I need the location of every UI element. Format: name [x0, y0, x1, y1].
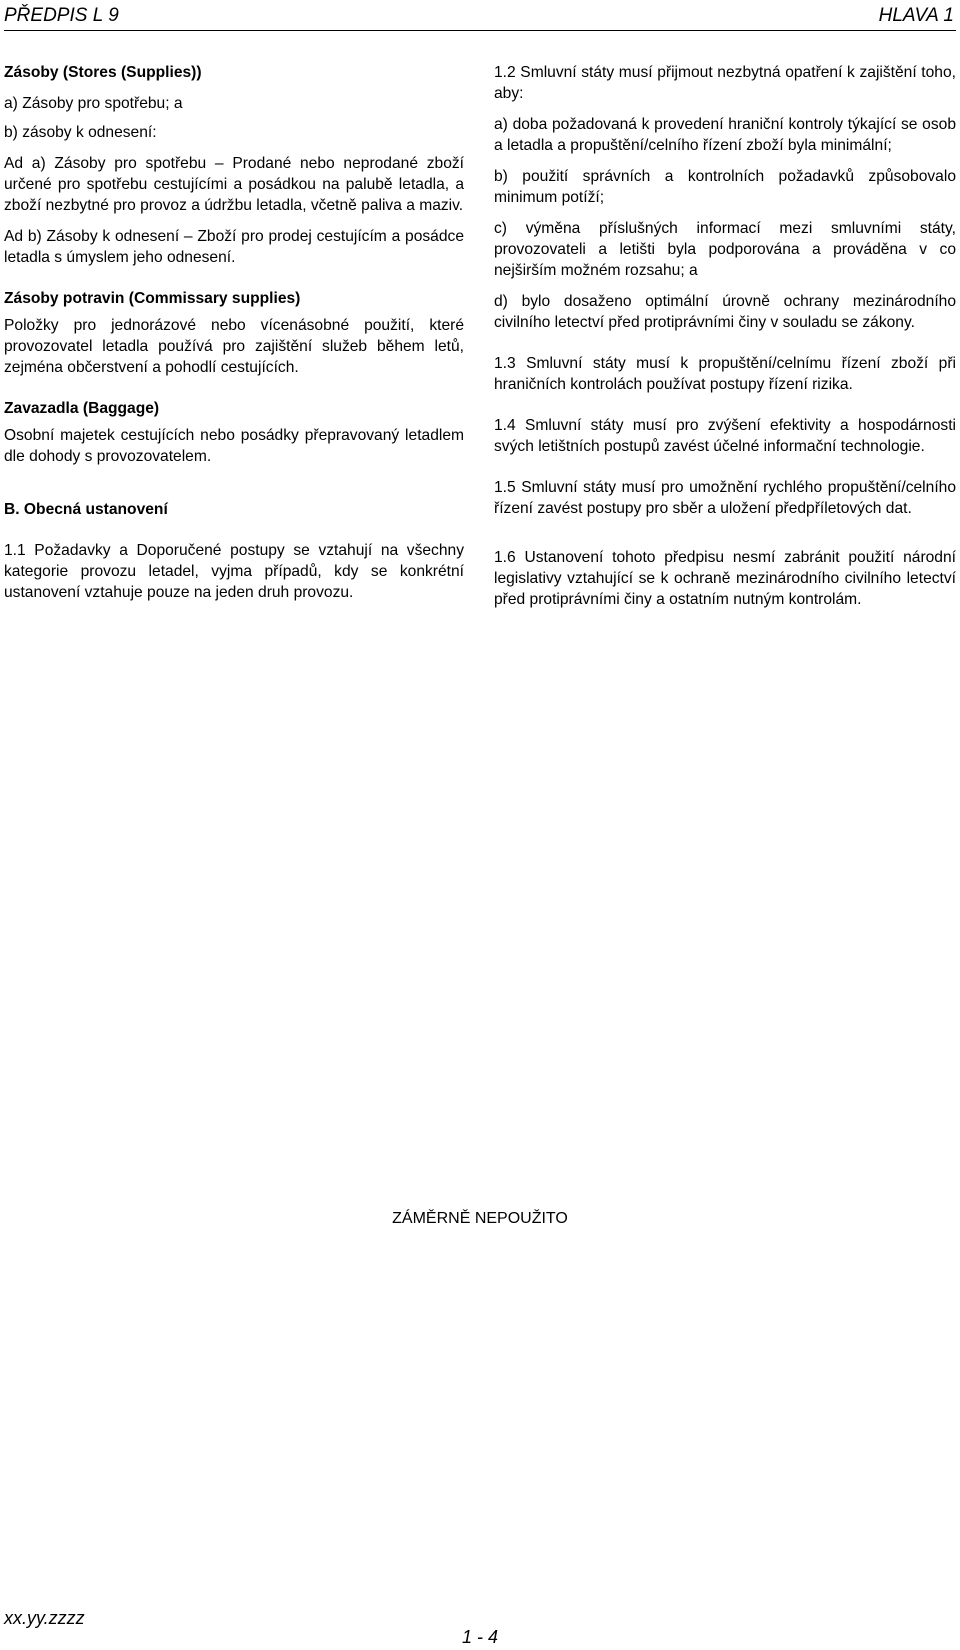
stores-item-a: a) Zásoby pro spotřebu; a	[4, 95, 183, 112]
paragraph-1-6: 1.6 Ustanovení tohoto předpisu nesmí zabránit použití národní legislativy vztahující se k ochraně mezinárodního civilního letectví před protiprávními činy a ostatním nutným kontrolám.	[494, 549, 956, 608]
paragraph-1-2-b: b) použití správních a kontrolních požadavků způsobovalo minimum potíží;	[494, 168, 956, 206]
paragraph-1-2-a: a) doba požadovaná k provedení hraniční kontroly týkající se osob a letadla a propuštění/celního řízení zboží byla minimální;	[494, 116, 956, 154]
paragraph-1-4: 1.4 Smluvní státy musí pro zvýšení efektivity a hospodárnosti svých letištních postupů zavést účelné informační technologie.	[494, 417, 956, 455]
footer-date: xx.yy.zzzz	[4, 1608, 85, 1628]
stores-heading: Zásoby (Stores (Supplies))	[4, 64, 202, 81]
section-b-heading: B. Obecná ustanovení	[4, 501, 168, 518]
baggage-heading: Zavazadla (Baggage)	[4, 400, 160, 417]
stores-item-b: b) zásoby k odnesení:	[4, 124, 157, 141]
paragraph-1-2: 1.2 Smluvní státy musí přijmout nezbytná opatření k zajištění toho, aby:	[494, 64, 956, 102]
header-chapter: HLAVA 1	[878, 5, 954, 26]
commissary-definition: Položky pro jednorázové nebo vícenásobné použití, které provozovatel letadla používá pro zajištění služeb během letů, zejména občerstvení a pohodlí cestujících.	[4, 317, 464, 376]
intentionally-unused-note: ZÁMĚRNĚ NEPOUŽITO	[392, 1210, 568, 1227]
right-column	[494, 62, 956, 610]
definition-ad-b: Ad b) Zásoby k odnesení – Zboží pro prodej cestujícím a posádce letadla s úmyslem jeho odnesení.	[4, 228, 464, 266]
commissary-heading: Zásoby potravin (Commissary supplies)	[4, 290, 301, 307]
left-column	[4, 62, 464, 603]
paragraph-1-2-d: d) bylo dosaženo optimální úrovně ochrany mezinárodního civilního letectví před protiprávními činy v souladu se zákony.	[494, 293, 956, 331]
footer-page-number: 1 - 4	[461, 1627, 499, 1647]
paragraph-1-1: 1.1 Požadavky a Doporučené postupy se vztahují na všechny kategorie provozu letadel, vyjma případů, kdy se konkrétní ustanovení vztahuje pouze na jeden druh provozu.	[4, 542, 464, 601]
baggage-definition: Osobní majetek cestujících nebo posádky přepravovaný letadlem dle dohody s provozovatelem.	[4, 427, 464, 465]
paragraph-1-2-c: c) výměna příslušných informací mezi smluvními státy, provozovateli a letišti byla podporována a prováděna v co nejširším možném rozsahu; a	[494, 220, 956, 279]
paragraph-1-5: 1.5 Smluvní státy musí pro umožnění rychlého propuštění/celního řízení zavést postupy pro sběr a uložení předpříletových dat.	[494, 479, 956, 517]
paragraph-1-3: 1.3 Smluvní státy musí k propuštění/celnímu řízení zboží při hraničních kontrolách používat postupy řízení rizika.	[494, 355, 956, 393]
header-divider	[4, 30, 956, 31]
header-regulation: PŘEDPIS L 9	[4, 5, 119, 26]
definition-ad-a: Ad a) Zásoby pro spotřebu – Prodané nebo neprodané zboží určené pro spotřebu cestujícími a posádkou na palubě letadla, a zboží nezbytné pro provoz a údržbu letadla, včetně paliva a maziv.	[4, 155, 464, 214]
